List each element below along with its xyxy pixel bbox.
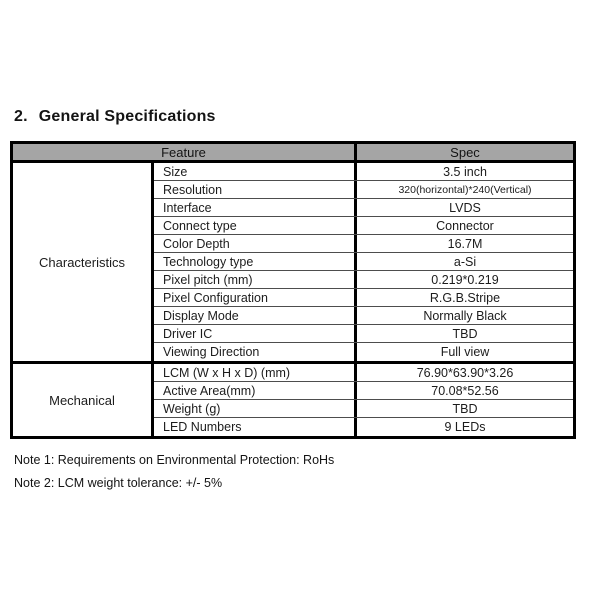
spec-cell: Full view xyxy=(440,345,490,359)
spec-cell: Connector xyxy=(436,218,494,233)
feature-cell: LED Numbers xyxy=(154,418,357,436)
feature-cell: Active Area(mm) xyxy=(154,382,357,399)
spec-cell: 3.5 inch xyxy=(443,164,487,179)
note-2: Note 2: LCM weight tolerance: +/- 5% xyxy=(14,476,223,490)
table-row-interface xyxy=(154,199,573,217)
characteristics-section xyxy=(13,163,573,361)
feature-cell: Technology type xyxy=(154,253,357,270)
spec-cell: LVDS xyxy=(449,200,481,215)
spec-cell: 70.08*52.56 xyxy=(431,383,499,398)
notes-block xyxy=(14,449,334,495)
table-row-lcm-dimensions xyxy=(154,364,573,382)
spec-cell: 0.219*0.219 xyxy=(431,272,499,287)
section-heading xyxy=(14,108,216,126)
feature-cell: Interface xyxy=(154,199,357,216)
spec-cell: 76.90*63.90*3.26 xyxy=(416,365,514,380)
spec-cell: Normally Black xyxy=(423,308,507,323)
table-row-technology-type xyxy=(154,253,573,271)
section-title: General Specifications xyxy=(38,108,216,125)
spec-cell: R.G.B.Stripe xyxy=(429,290,501,305)
characteristics-rows xyxy=(154,163,573,361)
mechanical-rows xyxy=(154,364,573,436)
feature-column-header: Feature xyxy=(13,144,357,160)
note-1: Note 1: Requirements on Environmental Protection: RoHs xyxy=(14,453,335,467)
spec-cell: 16.7M xyxy=(447,236,483,251)
spec-cell: TBD xyxy=(452,401,478,416)
table-row-driver-ic xyxy=(154,325,573,343)
spec-cell: 9 LEDs xyxy=(444,420,486,434)
table-row-color-depth xyxy=(154,235,573,253)
table-row-size xyxy=(154,163,573,181)
table-row-weight xyxy=(154,400,573,418)
spec-column-header: Spec xyxy=(450,144,480,160)
feature-cell: Driver IC xyxy=(154,325,357,342)
spec-cell: TBD xyxy=(452,326,478,341)
feature-cell: Viewing Direction xyxy=(154,343,357,361)
feature-cell: Weight (g) xyxy=(154,400,357,417)
table-row-pixel-pitch xyxy=(154,271,573,289)
mechanical-section xyxy=(13,361,573,436)
group-label-characteristics: Characteristics xyxy=(13,163,154,361)
table-row-resolution xyxy=(154,181,573,199)
feature-cell: Pixel Configuration xyxy=(154,289,357,306)
spec-cell: a-Si xyxy=(453,254,477,269)
table-header-row xyxy=(13,144,573,163)
table-row-display-mode xyxy=(154,307,573,325)
table-row-led-numbers xyxy=(154,418,573,436)
table-row-viewing-direction xyxy=(154,343,573,361)
spec-table xyxy=(10,141,576,439)
feature-cell: Color Depth xyxy=(154,235,357,252)
section-number: 2. xyxy=(14,108,28,125)
group-label-mechanical: Mechanical xyxy=(13,364,154,436)
feature-cell: Pixel pitch (mm) xyxy=(154,271,357,288)
feature-cell: Connect type xyxy=(154,217,357,234)
table-row-connect-type xyxy=(154,217,573,235)
feature-cell: Resolution xyxy=(154,181,357,198)
table-row-active-area xyxy=(154,382,573,400)
spec-cell: 320(horizontal)*240(Vertical) xyxy=(398,183,532,196)
table-row-pixel-configuration xyxy=(154,289,573,307)
feature-cell: Size xyxy=(154,163,357,180)
feature-cell: LCM (W x H x D) (mm) xyxy=(154,364,357,381)
feature-cell: Display Mode xyxy=(154,307,357,324)
